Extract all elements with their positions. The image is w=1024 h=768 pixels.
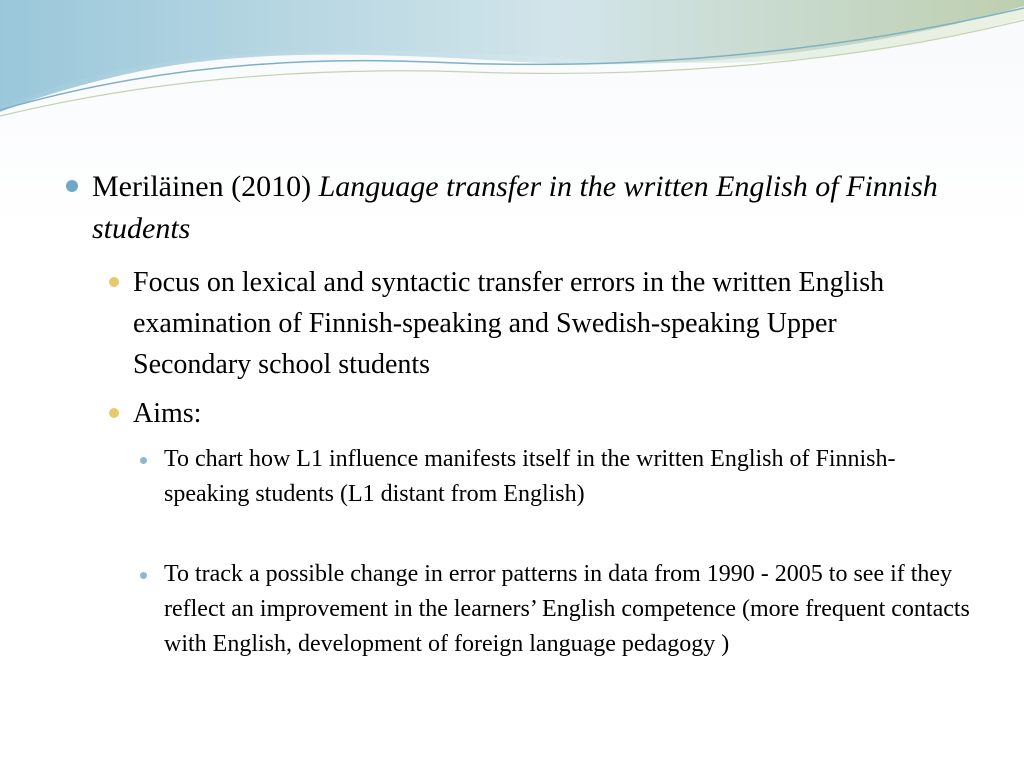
aim-item-1: To chart how L1 influence manifests itself in the written English of Finnish-speaking students (L1 distant from English): [164, 446, 896, 507]
bullet-dot-level2: [109, 277, 119, 287]
sub-point-aims: Aims:: [133, 398, 202, 429]
bullet-dot-level3: [140, 457, 147, 464]
sub-point-focus: Focus on lexical and syntactic transfer errors in the written English examination of Finnish-speaking and Swedish-speaking Upper Secondary school students: [133, 267, 885, 380]
bullet-dot-level2: [109, 408, 119, 418]
aim-item-2: To track a possible change in error patterns in data from 1990 - 2005 to see if they reflect an improvement in the learners’ English competence (more frequent contacts with English, development of foreign language pedagogy ): [164, 561, 970, 657]
bullet-dot-level1: [66, 180, 78, 192]
bullet-dot-level3: [140, 572, 147, 579]
heading-author: Meriläinen (2010): [92, 170, 312, 203]
heading-title: Language transfer in the written English of Finnish students: [92, 170, 938, 245]
heading-bullet: [92, 166, 952, 250]
